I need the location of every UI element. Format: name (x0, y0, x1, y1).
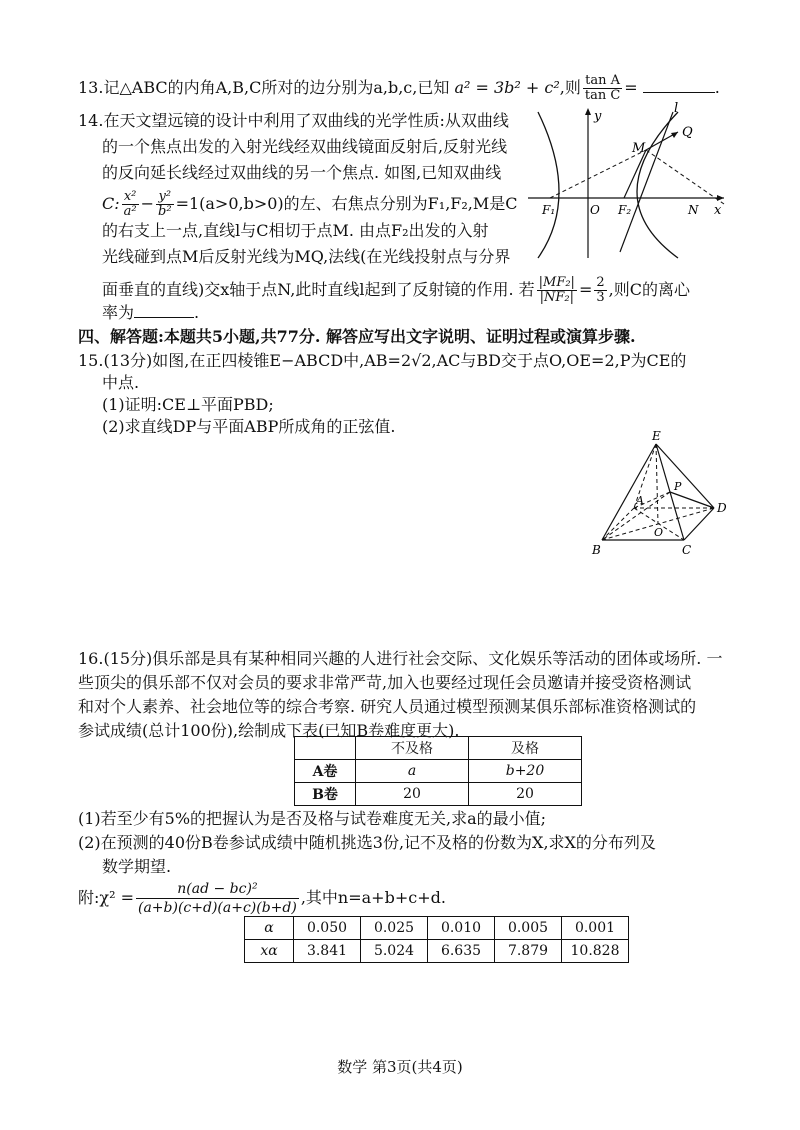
q13-frac-den: tan C (584, 88, 621, 103)
q13-text-b: ,则 (559, 78, 581, 97)
q16-text-1: (15分)俱乐部是具有某种相同兴趣的人进行社会交际、文化娱乐等活动的团体或场所. 一 (103, 649, 723, 668)
q15-part-2: (2)求直线DP与平面ABP所成角的正弦值. (102, 417, 396, 436)
table-cell: 0.005 (495, 917, 562, 940)
q14-text-7a: 面垂直的直线)交x轴于点N,此时直线l起到了反射镜的作用. 若 (102, 280, 535, 299)
q14-ratio-den: |NF₂| (539, 290, 574, 305)
q16-line-2: 些顶尖的俱乐部不仅对会员的要求非常严苛,加入也要经过现任会员邀请并接受资格测试 (78, 673, 692, 692)
q14-line-8 (102, 302, 199, 324)
label-a: A (636, 494, 644, 507)
table-cell: 0.050 (294, 917, 361, 940)
table-cell: a (356, 760, 469, 783)
tangent-line-l (620, 112, 673, 252)
q14-ratio-num: |MF₂| (538, 275, 575, 290)
q14-minus: − (140, 194, 155, 213)
table-cell (295, 737, 356, 760)
q13-answer-blank (643, 92, 715, 93)
q13-eq-end: = (624, 78, 638, 97)
q14-ratio (537, 276, 577, 305)
q13-fraction (583, 74, 622, 103)
q14-line-7 (102, 276, 690, 305)
question-13 (78, 74, 720, 103)
label-m: M (632, 141, 646, 156)
critical-value-table (244, 916, 629, 963)
q14-line-6: 光线碰到点M后反射光线为MQ,法线(在光线投射点与分界 (102, 247, 511, 266)
table-row (295, 760, 582, 783)
label-c: C (682, 543, 692, 557)
table-cell: A卷 (295, 760, 356, 783)
table-cell: 7.879 (495, 940, 562, 963)
dashed-f1-m (550, 150, 646, 198)
hyperbola-figure (528, 100, 728, 260)
label-o: O (590, 203, 600, 217)
table-cell: 5.024 (361, 940, 428, 963)
q14-line-4 (102, 190, 518, 219)
q15-text-1: (13分)如图,在正四棱锥E−ABCD中,AB=2√2,AC与BD交于点O,OE=2,P为CE的 (103, 351, 687, 370)
q14-frac-x-num: x² (122, 190, 139, 205)
q14-frac-x (122, 190, 139, 219)
q13-frac-num: tan A (583, 74, 622, 89)
q14-text-1: 在天文望远镜的设计中利用了双曲线的光学性质:从双曲线 (103, 111, 509, 130)
table-cell: B卷 (295, 783, 356, 806)
normal-line (646, 150, 724, 204)
table-cell: 6.635 (428, 940, 495, 963)
table-cell: 0.001 (562, 917, 629, 940)
q14-text-4b: =1(a>0,b>0)的左、右焦点分别为F₁,F₂,M是C (175, 194, 518, 213)
q14-ratio-value-den: 3 (596, 290, 605, 305)
table-cell: b+20 (469, 760, 582, 783)
q14-answer-blank (134, 317, 194, 318)
label-y: y (594, 109, 602, 124)
q16-line-4: 参试成绩(总计100份),绘制成下表(已知B卷难度更大). (78, 721, 460, 740)
pass-fail-table (294, 736, 582, 806)
formula-tail: ,其中n=a+b+c+d. (300, 888, 446, 907)
label-b: B (592, 543, 601, 557)
edge-eb (602, 444, 656, 540)
label-l: l (674, 101, 679, 116)
section-4-heading: 四、解答题:本题共5小题,共77分. 解答应写出文字说明、证明过程或演算步骤. (78, 327, 636, 346)
pyramid-figure (590, 428, 740, 558)
q14-text-8: 率为 (102, 303, 135, 322)
q16-part-2a: (2)在预测的40份B卷参试成绩中随机挑选3份,记不及格的份数为X,求X的分布列及 (78, 833, 656, 852)
label-d: D (717, 501, 727, 515)
q16-number: 16. (78, 649, 104, 668)
table-row (295, 783, 582, 806)
hyperbola-left-branch (538, 112, 559, 258)
q16-part-2b: 数学期望. (102, 857, 172, 876)
table-cell: 及格 (469, 737, 582, 760)
q14-frac-y (156, 190, 174, 219)
q14-frac-y-den: b² (158, 204, 172, 219)
table-cell: 3.841 (294, 940, 361, 963)
q14-curve-name: C: (102, 194, 120, 213)
label-f2: F₂ (618, 203, 632, 217)
q14-ratio-eq: = (578, 280, 593, 299)
table-row (245, 917, 629, 940)
q15-line-1 (78, 350, 686, 372)
segment-eo (656, 444, 658, 524)
q13-end: . (714, 78, 720, 97)
q14-line-1 (78, 110, 509, 132)
q14-text-7b: ,则C的离心 (608, 280, 690, 299)
label-n: N (688, 203, 699, 217)
table-cell: 不及格 (356, 737, 469, 760)
label-p: P (674, 480, 682, 493)
q16-part-1: (1)若至少有5%的把握认为是否及格与试卷难度无关,求a的最小值; (78, 809, 547, 828)
label-q: Q (682, 125, 693, 140)
q14-line-2: 的一个焦点出发的入射光线经双曲线镜面反射后,反射光线 (102, 137, 508, 156)
y-axis-arrow (585, 108, 591, 115)
label-o15: O (654, 526, 664, 539)
q14-ratio-value-num: 2 (596, 275, 605, 290)
q14-line-5: 的右支上一点,直线l与C相切于点M. 由点F₂出发的入射 (102, 221, 489, 240)
q14-ratio-value (594, 276, 606, 305)
table-cell: xα (245, 940, 294, 963)
q14-end: . (194, 303, 200, 322)
table-header-row (295, 737, 582, 760)
label-e: E (652, 429, 661, 443)
table-cell: 20 (469, 783, 582, 806)
q13-number: 13. (78, 78, 104, 97)
table-cell: 10.828 (562, 940, 629, 963)
q14-line-3: 的反向延长线经过双曲线的另一个焦点. 如图,已知双曲线 (102, 163, 502, 182)
label-x: x (714, 203, 722, 218)
label-f1: F₁ (542, 203, 556, 217)
q13-equation: a² = 3b² + c² (454, 78, 560, 97)
formula-fraction (136, 880, 299, 917)
table-row (245, 940, 629, 963)
q15-number: 15. (78, 351, 104, 370)
q16-line-3: 和对个人素养、社会地位等的综合考察. 研究人员通过模型预测某俱乐部标准资格测试的 (78, 697, 697, 716)
page-footer: 数学 第3页(共4页) (337, 1058, 463, 1076)
table-cell: 20 (356, 783, 469, 806)
formula-denominator: (a+b)(c+d)(a+c)(b+d) (138, 900, 297, 916)
q16-line-1 (78, 648, 722, 670)
formula-lead: 附:χ² = (78, 888, 134, 907)
q14-frac-x-den: a² (123, 204, 137, 219)
q13-text-a: 记△ABC的内角A,B,C所对的边分别为a,b,c,已知 (103, 78, 450, 97)
edge-ed (656, 444, 714, 508)
table-cell: 0.010 (428, 917, 495, 940)
q14-number: 14. (78, 111, 104, 130)
formula-numerator: n(ad − bc)² (136, 880, 299, 899)
table-cell: 0.025 (361, 917, 428, 940)
chi-square-formula (78, 880, 446, 917)
q15-part-1: (1)证明:CE⊥平面PBD; (102, 395, 274, 414)
table-cell: α (245, 917, 294, 940)
q14-frac-y-num: y² (156, 190, 174, 205)
q15-line-2: 中点. (102, 373, 140, 392)
